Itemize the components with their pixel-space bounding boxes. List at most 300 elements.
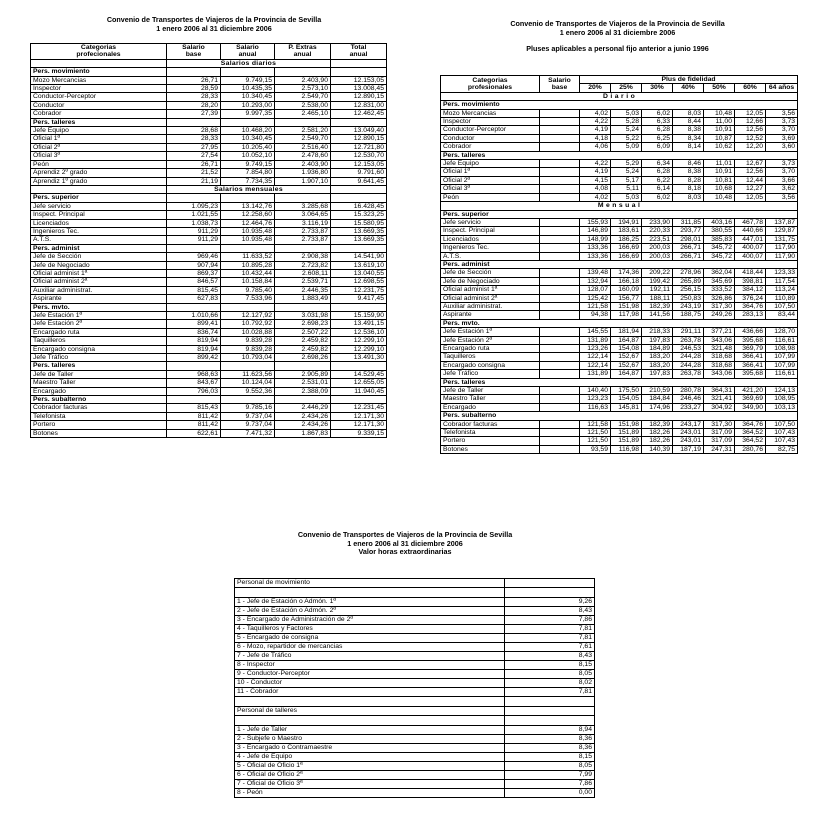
- pluses-cell: 364,31: [704, 387, 735, 395]
- salarios-row: [31, 370, 387, 378]
- pluses-cell: Oficial administ 2ª: [441, 294, 540, 302]
- pluses-cell: 131,89: [580, 370, 611, 378]
- salarios-cell: 12.890,15: [331, 93, 387, 101]
- pluses-cell: 121,50: [580, 429, 611, 437]
- salarios-row: [31, 143, 387, 151]
- salarios-cell: 9.737,04: [221, 421, 275, 429]
- salarios-section-name: Pers. movimiento: [31, 68, 167, 76]
- pluses-cell: 280,78: [673, 387, 704, 395]
- salarios-col-header-line: base: [185, 51, 202, 59]
- pluses-cell: 6,28: [642, 126, 673, 134]
- pluses-cell: A.T.S.: [441, 252, 540, 260]
- salarios-cell: 3.116,19: [275, 219, 331, 227]
- pluses-cell: 318,68: [704, 361, 735, 369]
- pluses-subtitle: Pluses aplicables a personal fijo anterior a junio 1996: [526, 44, 709, 53]
- salarios-cell: 13.049,40: [331, 127, 387, 135]
- pluses-cell: 244,28: [673, 361, 704, 369]
- salarios-cell: 2.698,23: [275, 320, 331, 328]
- pluses-cell: 184,84: [642, 395, 673, 403]
- pluses-cell: Taquilleros: [441, 353, 540, 361]
- pluses-cell: 6,28: [642, 168, 673, 176]
- pluses-cell: 418,44: [735, 269, 766, 277]
- salarios-cell: Encargado ruta: [31, 328, 167, 336]
- salarios-cell: Cobrador: [31, 110, 167, 118]
- salarios-section-row: [31, 362, 387, 370]
- salarios-section-cell: [221, 68, 275, 76]
- pluses-cell: 4,19: [580, 126, 611, 134]
- pluses-row: [441, 336, 798, 344]
- pluses-cell: [540, 109, 580, 117]
- salarios-cell: Jefe de Sección: [31, 253, 167, 261]
- salarios-cell: Inspect. Principal: [31, 211, 167, 219]
- pluses-cell: 403,16: [704, 218, 735, 226]
- pluses-cell: 117,90: [766, 244, 798, 252]
- pluses-cell: 12,20: [735, 143, 766, 151]
- salarios-cell: 2.403,90: [275, 76, 331, 84]
- salarios-cell: Peón: [31, 160, 167, 168]
- pluses-cell: 246,46: [673, 395, 704, 403]
- horas-cell-category: 6 - Oficial de Oficio 2ª: [235, 771, 505, 780]
- salarios-cell: 2.434,26: [275, 412, 331, 420]
- pluses-cell: 333,52: [704, 286, 735, 294]
- pluses-cell: 377,21: [704, 328, 735, 336]
- pluses-section-row: [441, 151, 798, 159]
- salarios-cell: 2.908,38: [275, 253, 331, 261]
- salarios-cell: Botones: [31, 429, 167, 437]
- salarios-section-cell: [331, 396, 387, 404]
- salarios-cell: 899,42: [167, 354, 221, 362]
- salarios-section-cell: [221, 303, 275, 311]
- pluses-cell: 137,87: [766, 218, 798, 226]
- salarios-section-cell: [275, 194, 331, 202]
- salarios-cell: 811,42: [167, 421, 221, 429]
- pluses-cell: 210,59: [642, 387, 673, 395]
- salarios-cell: 26,71: [167, 160, 221, 168]
- salarios-row: [31, 328, 387, 336]
- pluses-row: [441, 126, 798, 134]
- pluses-cell: Jefe Equipo: [441, 160, 540, 168]
- pluses-col-header-pct: 30%: [642, 84, 673, 92]
- salarios-row: [31, 202, 387, 210]
- horas-blank-row: [235, 588, 595, 598]
- pluses-cell: 121,58: [580, 302, 611, 310]
- salarios-col-header-line: anual: [238, 51, 257, 59]
- pluses-cell: 4,19: [580, 168, 611, 176]
- salarios-section-row: [31, 118, 387, 126]
- salarios-cell: 12.231,75: [331, 286, 387, 294]
- salarios-cell: 10.895,28: [221, 261, 275, 269]
- pluses-row: [441, 286, 798, 294]
- horas-blank-row: [235, 716, 595, 726]
- pluses-cell: [540, 445, 580, 453]
- salarios-cell: 969,46: [167, 253, 221, 261]
- pluses-cell: 220,33: [642, 227, 673, 235]
- salarios-section-name: Pers. talleres: [31, 118, 167, 126]
- pluses-cell: 5,28: [611, 118, 642, 126]
- pluses-cell: 364,76: [735, 420, 766, 428]
- pluses-cell: [540, 353, 580, 361]
- salarios-row: [31, 160, 387, 168]
- pluses-row: [441, 429, 798, 437]
- salarios-cell: Jefe Tráfico: [31, 354, 167, 362]
- salarios-cell: 21,19: [167, 177, 221, 185]
- pluses-cell: 283,13: [735, 311, 766, 319]
- pluses-title-line1: Convenio de Transportes de Viajeros de la Provincia de Sevilla: [510, 19, 725, 28]
- salarios-cell: 2.549,70: [275, 135, 331, 143]
- salarios-cell: 10.205,40: [221, 143, 275, 151]
- salarios-cell: 13.491,30: [331, 354, 387, 362]
- salarios-row: [31, 177, 387, 185]
- pluses-cell: 233,90: [642, 218, 673, 226]
- salarios-section-cell: [167, 118, 221, 126]
- pluses-section-name: Pers. administ: [441, 260, 798, 268]
- salarios-section-cell: [221, 244, 275, 252]
- salarios-cell: 911,29: [167, 227, 221, 235]
- pluses-cell: [540, 395, 580, 403]
- pluses-cell: 116,98: [611, 445, 642, 453]
- pluses-cell: 266,71: [673, 244, 704, 252]
- pluses-cell: Peón: [441, 193, 540, 201]
- pluses-cell: 384,12: [735, 286, 766, 294]
- pluses-cell: 362,04: [704, 269, 735, 277]
- salarios-cell: 1.936,80: [275, 169, 331, 177]
- salarios-row: [31, 278, 387, 286]
- salarios-row: [31, 219, 387, 227]
- pluses-cell: 11,00: [704, 118, 735, 126]
- pluses-band-row: [441, 202, 798, 210]
- pluses-cell: 266,71: [673, 252, 704, 260]
- salarios-row: [31, 261, 387, 269]
- pluses-cell: 152,67: [611, 353, 642, 361]
- salarios-section-cell: [221, 194, 275, 202]
- pluses-cell: 188,11: [642, 294, 673, 302]
- pluses-header-row: [441, 76, 798, 84]
- horas-section-name: Personal de movimiento: [235, 579, 505, 588]
- pluses-cell: [540, 244, 580, 252]
- pluses-cell: 250,83: [673, 294, 704, 302]
- salarios-cell: 1.095,23: [167, 202, 221, 210]
- pluses-row: [441, 168, 798, 176]
- salarios-cell: 796,03: [167, 387, 221, 395]
- salarios-cell: 28,68: [167, 127, 221, 135]
- pluses-title-line2: 1 enero 2006 al 31 diciembre 2006: [559, 27, 676, 37]
- pluses-cell: 10,48: [704, 109, 735, 117]
- salarios-table: [30, 43, 387, 438]
- pluses-section-name: Pers. subalterno: [441, 412, 798, 420]
- pluses-cell: [540, 387, 580, 395]
- salarios-cell: 28,33: [167, 135, 221, 143]
- pluses-cell: 11,01: [704, 160, 735, 168]
- horas-cell-value: 7,81: [505, 625, 595, 634]
- horas-table: [234, 578, 595, 798]
- pluses-cell: 187,19: [673, 445, 704, 453]
- horas-blank-cell: [235, 588, 505, 598]
- pluses-cell: 148,99: [580, 235, 611, 243]
- salarios-section-row: [31, 68, 387, 76]
- pluses-cell: 197,83: [642, 336, 673, 344]
- salarios-cell: 12.171,30: [331, 421, 387, 429]
- salarios-cell: 627,83: [167, 295, 221, 303]
- salarios-cell: Jefe Equipo: [31, 127, 167, 135]
- pluses-cell: 151,98: [611, 302, 642, 310]
- pluses-cell: 256,15: [673, 286, 704, 294]
- pluses-cell: Aspirante: [441, 311, 540, 319]
- pluses-cell: 317,09: [704, 429, 735, 437]
- salarios-cell: 28,59: [167, 85, 221, 93]
- salarios-cell: 12.464,76: [221, 219, 275, 227]
- pluses-cell: 200,03: [642, 244, 673, 252]
- salarios-cell: 1.021,55: [167, 211, 221, 219]
- pluses-cell: 146,89: [580, 227, 611, 235]
- pluses-cell: 182,39: [642, 420, 673, 428]
- salarios-cell: 843,67: [167, 379, 221, 387]
- salarios-cell: Maestro Taller: [31, 379, 167, 387]
- pluses-cell: 8,28: [673, 176, 704, 184]
- pluses-cell: 3,62: [766, 185, 798, 193]
- horas-cell-category: 3 - Encargado de Administración de 2ª: [235, 616, 505, 625]
- pluses-cell: [540, 328, 580, 336]
- pluses-row: [441, 437, 798, 445]
- pluses-cell: Inspector: [441, 118, 540, 126]
- pluses-cell: 166,18: [611, 277, 642, 285]
- pluses-row: [441, 302, 798, 310]
- pluses-cell: 398,81: [735, 277, 766, 285]
- salarios-cell: 9.839,28: [221, 337, 275, 345]
- pluses-cell: 197,83: [642, 370, 673, 378]
- horas-cell-category: 4 - Taquilleros y Factores: [235, 625, 505, 634]
- salarios-col-header-line: anual: [293, 51, 312, 59]
- pluses-cell: 364,76: [735, 302, 766, 310]
- salarios-cell: 2.723,82: [275, 261, 331, 269]
- salarios-section-name: Pers. administ: [31, 244, 167, 252]
- pluses-cell: [540, 336, 580, 344]
- pluses-cell: 121,58: [580, 420, 611, 428]
- salarios-cell: 2.549,70: [275, 93, 331, 101]
- salarios-row: [31, 169, 387, 177]
- salarios-section-row: [31, 244, 387, 252]
- pluses-cell: 108,95: [766, 395, 798, 403]
- horas-cell-value: 8,15: [505, 753, 595, 762]
- salarios-cell: 2.507,22: [275, 328, 331, 336]
- salarios-section-cell: [167, 396, 221, 404]
- pluses-cell: 369,69: [735, 395, 766, 403]
- salarios-section-cell: [275, 244, 331, 252]
- pluses-cell: [540, 176, 580, 184]
- pluses-section-name: Pers. talleres: [441, 378, 798, 386]
- pluses-cell: 94,38: [580, 311, 611, 319]
- horas-row: [235, 652, 595, 661]
- pluses-cell: 3,70: [766, 168, 798, 176]
- salarios-cell: 13.040,55: [331, 269, 387, 277]
- pluses-cell: 345,72: [704, 252, 735, 260]
- salarios-section-cell: [275, 362, 331, 370]
- pluses-section-row: [441, 210, 798, 218]
- pluses-cell: [540, 437, 580, 445]
- pluses-cell: 124,13: [766, 387, 798, 395]
- pluses-cell: 3,73: [766, 160, 798, 168]
- horas-cell-value: 8,36: [505, 735, 595, 744]
- pluses-row: [441, 328, 798, 336]
- pluses-cell: 183,61: [611, 227, 642, 235]
- pluses-cell: Ingenieros Tec.: [441, 244, 540, 252]
- pluses-cell: 140,40: [580, 387, 611, 395]
- pluses-cell: 6,09: [642, 143, 673, 151]
- pluses-cell: 243,19: [673, 302, 704, 310]
- pluses-cell: 181,94: [611, 328, 642, 336]
- salarios-cell: 10.124,04: [221, 379, 275, 387]
- pluses-cell: 447,01: [735, 235, 766, 243]
- pluses-cell: 5,03: [611, 109, 642, 117]
- salarios-cell: 28,33: [167, 93, 221, 101]
- pluses-cell: 140,39: [642, 445, 673, 453]
- pluses-cell: 10,62: [704, 143, 735, 151]
- salarios-cell: 15.580,95: [331, 219, 387, 227]
- salarios-section-cell: [331, 244, 387, 252]
- pluses-cell: 12,05: [735, 109, 766, 117]
- horas-cell-category: 11 - Cobrador: [235, 688, 505, 697]
- pluses-cell: 10,68: [704, 185, 735, 193]
- pluses-cell: [540, 185, 580, 193]
- pluses-cell: 107,99: [766, 353, 798, 361]
- salarios-section-cell: [331, 194, 387, 202]
- horas-cell-category: 10 - Conductor: [235, 679, 505, 688]
- salarios-row: [31, 110, 387, 118]
- horas-cell-value: 8,02: [505, 679, 595, 688]
- salarios-row: [31, 236, 387, 244]
- pluses-cell: Jefe de Sección: [441, 269, 540, 277]
- pluses-cell: 243,01: [673, 437, 704, 445]
- horas-cell-value: 8,43: [505, 652, 595, 661]
- salarios-cell: 2.905,89: [275, 370, 331, 378]
- horas-cell-value: 7,99: [505, 771, 595, 780]
- salarios-cell: Oficial 1ª: [31, 135, 167, 143]
- pluses-cell: Oficial 3ª: [441, 185, 540, 193]
- pluses-cell: 376,24: [735, 294, 766, 302]
- salarios-cell: 9.737,04: [221, 412, 275, 420]
- salarios-cell: Jefe de Negociado: [31, 261, 167, 269]
- horas-cell-category: 6 - Mozo, repartidor de mercancias: [235, 643, 505, 652]
- salarios-section-row: [31, 303, 387, 311]
- pluses-cell: 192,11: [642, 286, 673, 294]
- pluses-cell: 164,87: [611, 336, 642, 344]
- salarios-cell: 815,45: [167, 286, 221, 294]
- horas-row: [235, 726, 595, 735]
- pluses-cell: 183,20: [642, 353, 673, 361]
- pluses-cell: 3,69: [766, 134, 798, 142]
- pluses-row: [441, 160, 798, 168]
- pluses-cell: 5,09: [611, 143, 642, 151]
- horas-row: [235, 780, 595, 789]
- pluses-cell: 3,70: [766, 126, 798, 134]
- pluses-cell: 364,52: [735, 437, 766, 445]
- pluses-row: [441, 361, 798, 369]
- pluses-cell: 182,26: [642, 437, 673, 445]
- pluses-cell: 318,68: [704, 353, 735, 361]
- horas-row: [235, 670, 595, 679]
- salarios-section-row: [31, 194, 387, 202]
- pluses-cell: 3,56: [766, 109, 798, 117]
- salarios-cell: Cobrador facturas: [31, 404, 167, 412]
- horas-row: [235, 688, 595, 697]
- pluses-cell: Jefe de Negociado: [441, 277, 540, 285]
- salarios-row: [31, 337, 387, 345]
- pluses-cell: 8,03: [673, 109, 704, 117]
- horas-row: [235, 735, 595, 744]
- salarios-cell: 2.434,26: [275, 421, 331, 429]
- pluses-cell: 436,66: [735, 328, 766, 336]
- horas-row: [235, 789, 595, 798]
- salarios-cell: 13.142,76: [221, 202, 275, 210]
- pluses-row: [441, 420, 798, 428]
- horas-row: [235, 679, 595, 688]
- salarios-cell: 28,20: [167, 101, 221, 109]
- pluses-cell: [540, 227, 580, 235]
- pluses-cell: 311,85: [673, 218, 704, 226]
- pluses-cell: 123,26: [580, 345, 611, 353]
- salarios-cell: 9.552,36: [221, 387, 275, 395]
- pluses-row: [441, 143, 798, 151]
- salarios-cell: 12.698,55: [331, 278, 387, 286]
- salarios-row: [31, 227, 387, 235]
- pluses-cell: 151,89: [611, 429, 642, 437]
- pluses-cell: 8,46: [673, 160, 704, 168]
- pluses-cell: [540, 235, 580, 243]
- pluses-cell: Encargado ruta: [441, 345, 540, 353]
- salarios-cell: A.T.S.: [31, 236, 167, 244]
- pluses-cell: 8,18: [673, 185, 704, 193]
- pluses-cell: 10,91: [704, 168, 735, 176]
- horas-row: [235, 616, 595, 625]
- salarios-row: [31, 354, 387, 362]
- pluses-cell: 369,79: [735, 345, 766, 353]
- salarios-section-row: [31, 396, 387, 404]
- salarios-cell: 15.159,90: [331, 312, 387, 320]
- salarios-cell: Jefe servicio: [31, 202, 167, 210]
- horas-blank-cell: [505, 588, 595, 598]
- salarios-cell: 2.446,29: [275, 404, 331, 412]
- pluses-row: [441, 118, 798, 126]
- pluses-cell: 12,56: [735, 168, 766, 176]
- salarios-cell: 16.428,45: [331, 202, 387, 210]
- pluses-cell: 343,06: [704, 336, 735, 344]
- horas-cell-value: 7,81: [505, 634, 595, 643]
- pluses-cell: 116,63: [580, 403, 611, 411]
- pluses-cell: [540, 403, 580, 411]
- pluses-cell: 93,59: [580, 445, 611, 453]
- salarios-cell: 2.388,09: [275, 387, 331, 395]
- salarios-cell: 869,37: [167, 269, 221, 277]
- pluses-cell: Licenciados: [441, 235, 540, 243]
- salarios-cell: 27,54: [167, 152, 221, 160]
- salarios-cell: Aspirante: [31, 295, 167, 303]
- salarios-cell: 622,61: [167, 429, 221, 437]
- pluses-cell: 3,66: [766, 176, 798, 184]
- salarios-cell: 15.323,25: [331, 211, 387, 219]
- pluses-band-label: M e n s u a l: [441, 202, 798, 210]
- pluses-col-header-line: Categorias: [472, 76, 508, 84]
- salarios-row: [31, 93, 387, 101]
- salarios-cell: 2.733,87: [275, 227, 331, 235]
- pluses-section-row: [441, 412, 798, 420]
- salarios-cell: 2.465,10: [275, 110, 331, 118]
- pluses-cell: 218,33: [642, 328, 673, 336]
- pluses-cell: 345,69: [704, 277, 735, 285]
- pluses-cell: Inspect. Principal: [441, 227, 540, 235]
- pluses-col-header-cat: [441, 76, 540, 93]
- salarios-title: [30, 16, 398, 33]
- pluses-cell: Encargado: [441, 403, 540, 411]
- pluses-cell: 12,67: [735, 160, 766, 168]
